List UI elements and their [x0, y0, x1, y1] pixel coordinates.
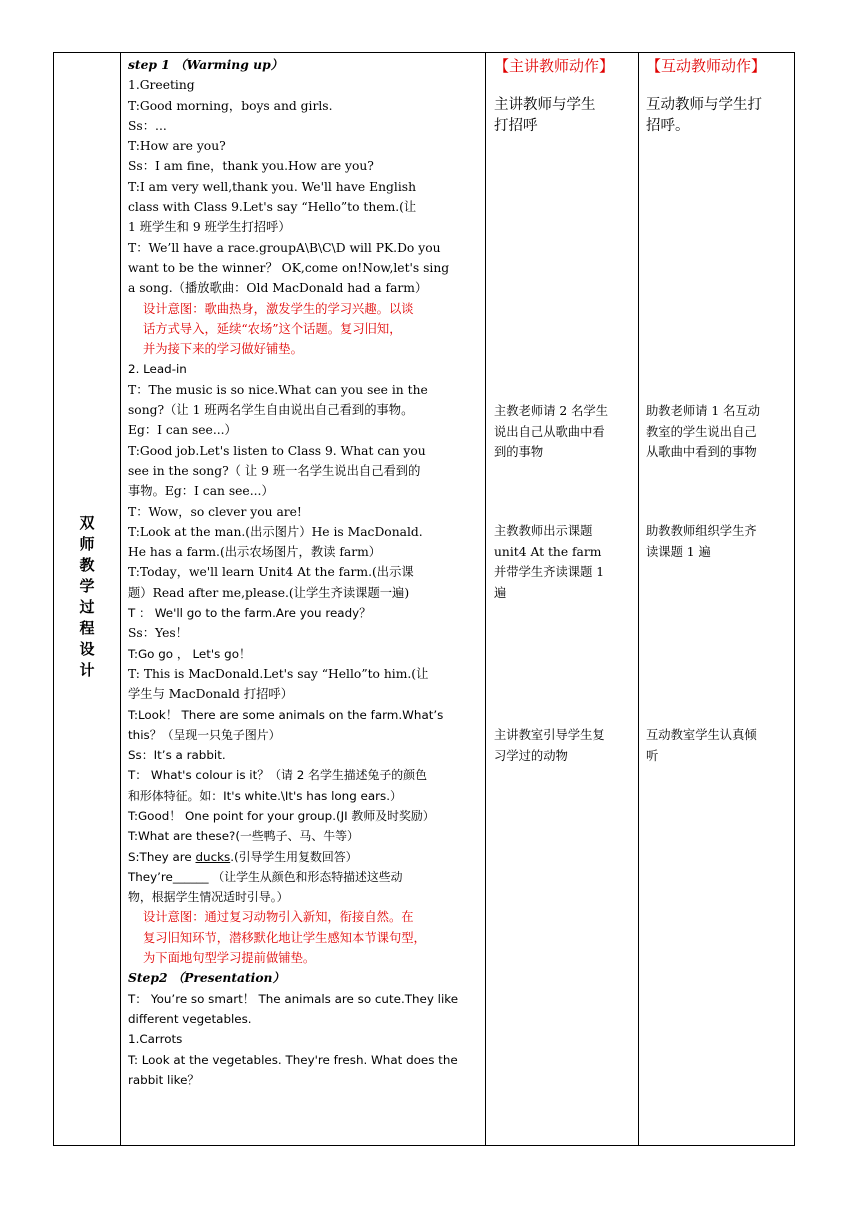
main-teaching-column: [128, 55, 478, 1145]
lesson-line: T:Today，we'll learn Unit4 At the farm.(出示课: [128, 565, 414, 580]
lesson-line: Ss：...: [128, 118, 167, 133]
note-line: 主讲教室引导学生复: [494, 728, 605, 742]
design-intent-line: 话方式导入，延续“农场”这个话题。复习旧知，: [143, 321, 402, 336]
lesson-line: 1.Carrots: [128, 1032, 183, 1047]
side-label-cell: [54, 53, 120, 1145]
note-line: 招呼。: [646, 118, 690, 134]
interactive-teacher-column: [646, 55, 791, 1145]
lesson-line: Eg：I can see...）: [128, 423, 237, 438]
note-line: 说出自己从歌曲中看: [494, 424, 605, 439]
lesson-line: Ss：Yes！: [128, 626, 188, 641]
lesson-table: [53, 52, 795, 1146]
teacher-action-note: [494, 401, 608, 463]
lesson-line: T:Good job.Let's listen to Class 9. What can you: [128, 443, 426, 458]
lesson-line: see in the song?（ 让 9 班一名学生说出自己看到的: [128, 463, 421, 478]
note-line: 遍: [494, 585, 507, 600]
teacher-action-note: [494, 725, 605, 766]
teacher-action-note: [646, 521, 757, 562]
teacher-action-note: [646, 95, 762, 137]
lesson-line: T:Look！ There are some animals on the farm.What’s: [128, 707, 444, 722]
note-line: 主讲教师与学生: [494, 97, 596, 113]
note-line: 听: [646, 748, 659, 763]
lesson-line: They’re______ （让学生从颜色和形态特描述这些动: [128, 869, 403, 884]
lesson-line: S:They are ducks.(引导学生用复数回答）: [128, 849, 358, 864]
column-divider: [120, 53, 121, 1145]
teacher-action-note: [494, 95, 596, 137]
lesson-line: T:I am very well,thank you. We'll have English: [128, 179, 416, 194]
lesson-line: T:What are these?(一些鸭子、马、牛等）: [128, 829, 359, 844]
lesson-line: T: Look at the vegetables. They're fresh. What does the: [128, 1052, 458, 1067]
lesson-line: 物，根据学生情况适时引导。）: [128, 890, 289, 905]
note-line: 互动教师与学生打: [646, 97, 762, 113]
underlined-word: ducks: [195, 849, 231, 864]
interactive-teacher-header: 【互动教师动作】: [646, 57, 767, 75]
lesson-line: 事物。Eg：I can see...）: [128, 484, 274, 499]
teacher-action-note: [646, 725, 757, 766]
lesson-line: different vegetables.: [128, 1011, 252, 1026]
note-line: 互动教室学生认真倾: [646, 728, 757, 742]
lesson-line: T:Good morning，boys and girls.: [128, 98, 333, 113]
note-line: 教室的学生说出自己: [646, 424, 757, 439]
note-line: 助教老师请 1 名互动: [646, 404, 761, 418]
note-line: 主教老师请 2 名学生: [494, 404, 609, 418]
note-line: 主教教师出示课题: [494, 524, 593, 538]
lesson-line: T:Go go ， Let's go！: [128, 646, 251, 661]
lesson-line: 学生与 MacDonald 打招呼）: [128, 687, 294, 702]
lesson-line: Step2 （Presentation）: [128, 970, 285, 986]
lesson-line: T:Look at the man.(出示图片）He is MacDonald.: [128, 524, 423, 539]
note-line: 助教教师组织学生齐: [646, 524, 757, 538]
lead-teacher-header: 【主讲教师动作】: [494, 57, 615, 75]
note-line: 习学过的动物: [494, 748, 568, 763]
lesson-line: T ： We'll go to the farm.Are you ready？: [128, 606, 372, 621]
lesson-line: T：We’ll have a race.groupA\B\C\D will PK.Do you: [128, 240, 441, 255]
note-line: 打招呼: [494, 118, 538, 134]
lesson-line: class with Class 9.Let's say “Hello”to them.(让: [128, 200, 417, 215]
design-intent-line: 复习旧知环节，潜移默化地让学生感知本节课句型，: [143, 930, 426, 945]
lesson-line: Ss：I am fine，thank you.How are you?: [128, 159, 374, 174]
column-divider: [485, 53, 486, 1145]
lesson-line: song?（让 1 班两名学生自由说出自己看到的事物。: [128, 403, 414, 418]
lesson-line: Ss：It’s a rabbit.: [128, 748, 226, 763]
note-line: 到的事物: [494, 445, 544, 459]
side-label: 双师教学过程设计: [77, 515, 96, 683]
lesson-line: 2. Lead-in: [128, 362, 187, 377]
lesson-line: 1 班学生和 9 班学生打招呼）: [128, 220, 291, 235]
lesson-line: 和形体特征。如：It's white.\It's has long ears.）: [128, 788, 402, 803]
design-intent-line: 并为接下来的学习做好铺垫。: [143, 342, 303, 357]
lesson-line: T：The music is so nice.What can you see in the: [128, 382, 428, 397]
lesson-line: T: This is MacDonald.Let's say “Hello”to him.(让: [128, 666, 429, 681]
lesson-line: step 1 （Warming up）: [128, 57, 283, 72]
design-intent-line: 设计意图：歌曲热身，激发学生的学习兴趣。以谈: [143, 301, 414, 316]
note-line: 从歌曲中看到的事物: [646, 445, 757, 459]
lesson-line: T:Good！ One point for your group.(JI 教师及时奖励）: [128, 808, 435, 823]
lesson-line: T： What's colour is it？（请 2 名学生描述兔子的颜色: [128, 768, 427, 783]
lesson-line: 1.Greeting: [128, 78, 195, 93]
lesson-line: this？（呈现一只兔子图片）: [128, 727, 281, 742]
design-intent-line: 设计意图：通过复习动物引入新知，衔接自然。在: [143, 910, 414, 925]
lesson-line: want to be the winner？ OK,come on!Now,let's sing: [128, 260, 450, 275]
lesson-line: T：Wow，so clever you are!: [128, 504, 302, 519]
note-line: 并带学生齐读课题 1: [494, 565, 605, 579]
lesson-line: T:How are you?: [128, 139, 226, 154]
lesson-line: rabbit like？: [128, 1072, 200, 1087]
lesson-line: T： You’re so smart！ The animals are so cute.They like: [128, 991, 459, 1006]
note-line: unit4 At the farm: [494, 544, 602, 559]
design-intent-line: 为下面地句型学习提前做铺垫。: [143, 951, 316, 966]
teacher-action-note: [646, 401, 760, 463]
lesson-line: 题）Read after me,please.(让学生齐读课题一遍): [128, 585, 410, 600]
teacher-action-note: [494, 521, 604, 603]
lesson-line: a song.（播放歌曲：Old MacDonald had a farm）: [128, 281, 428, 296]
lead-teacher-column: [494, 55, 639, 1145]
lesson-line: He has a farm.(出示农场图片，教读 farm）: [128, 545, 382, 560]
note-line: 读课题 1 遍: [646, 544, 711, 559]
